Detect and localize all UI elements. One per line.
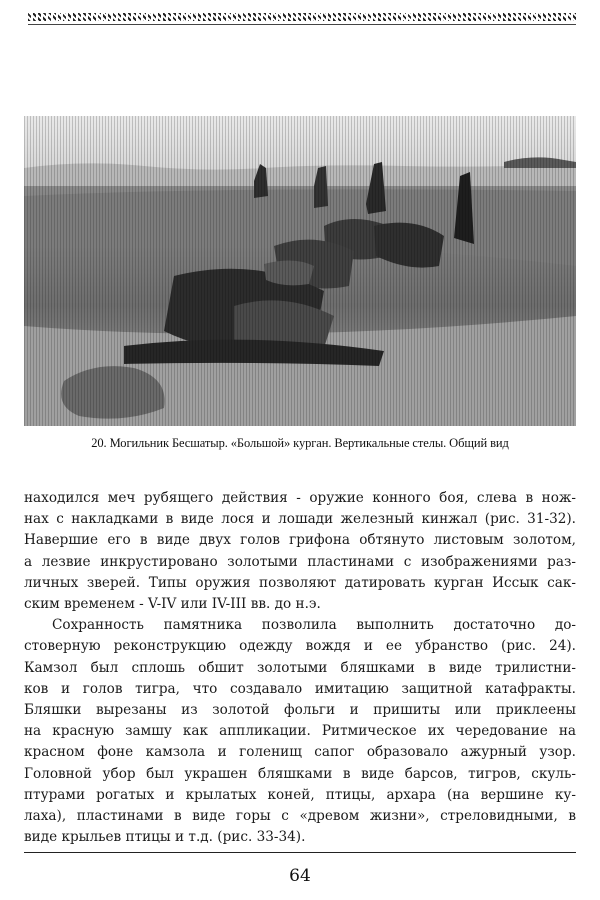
footer-rule bbox=[24, 852, 576, 853]
text-line: Головной убор был украшен бляшками в виде барсов, тигров, скуль- bbox=[24, 765, 576, 782]
text-line: Бляшки вырезаны из золотой фольги и пришиты или приклеены bbox=[24, 702, 576, 719]
top-border-line bbox=[28, 24, 576, 25]
text-line: а лезвие инкрустировано золотыми пластинами с изображениями раз- bbox=[24, 553, 576, 570]
text-line: Сохранность памятника позволила выполнить достаточно до- bbox=[52, 617, 576, 634]
page-number: 64 bbox=[289, 866, 311, 886]
text-line: Навершие его в виде двух голов грифона обтянуто листовым золотом, bbox=[24, 532, 576, 549]
figure-photo bbox=[24, 116, 576, 426]
text-line: лаха), пластинами в виде горы с «древом жизни», стреловидными, в bbox=[24, 808, 576, 825]
figure-caption: 20. Могильник Бесшатыр. «Большой» курган. Вертикальные стелы. Общий вид bbox=[91, 436, 509, 450]
text-line: на красную замшу как аппликации. Ритмическое их чередование на bbox=[24, 723, 576, 740]
text-line: птурами рогатых и крылатых коней, птицы, архара (на вершине ку- bbox=[24, 786, 576, 803]
text-line: личных зверей. Типы оружия позволяют датировать курган Иссык сак- bbox=[24, 574, 576, 591]
text-line: красном фоне камзола и голенищ сапог образовало ажурный узор. bbox=[24, 744, 576, 761]
paragraph bbox=[24, 488, 576, 615]
text-line: ков и голов тигра, что создавало имитацию защитной катафракты. bbox=[24, 680, 576, 697]
text-line: ским временем - V-IV или IV-III вв. до н.э. bbox=[24, 596, 321, 613]
paragraph bbox=[24, 615, 576, 848]
text-line: стоверную реконструкцию одежду вождя и ее убранство (рис. 24). bbox=[24, 638, 576, 655]
decorative-top-border bbox=[28, 13, 576, 21]
text-line: Камзол был сплошь обшит золотыми бляшками в виде трилистни- bbox=[24, 659, 576, 676]
body-text bbox=[24, 488, 576, 848]
text-line: нах с накладками в виде лося и лошади железный кинжал (рис. 31-32). bbox=[24, 511, 576, 528]
text-line: находился меч рубящего действия - оружие конного боя, слева в нож- bbox=[24, 490, 576, 506]
text-line: виде крыльев птицы и т.д. (рис. 33-34). bbox=[24, 829, 306, 846]
